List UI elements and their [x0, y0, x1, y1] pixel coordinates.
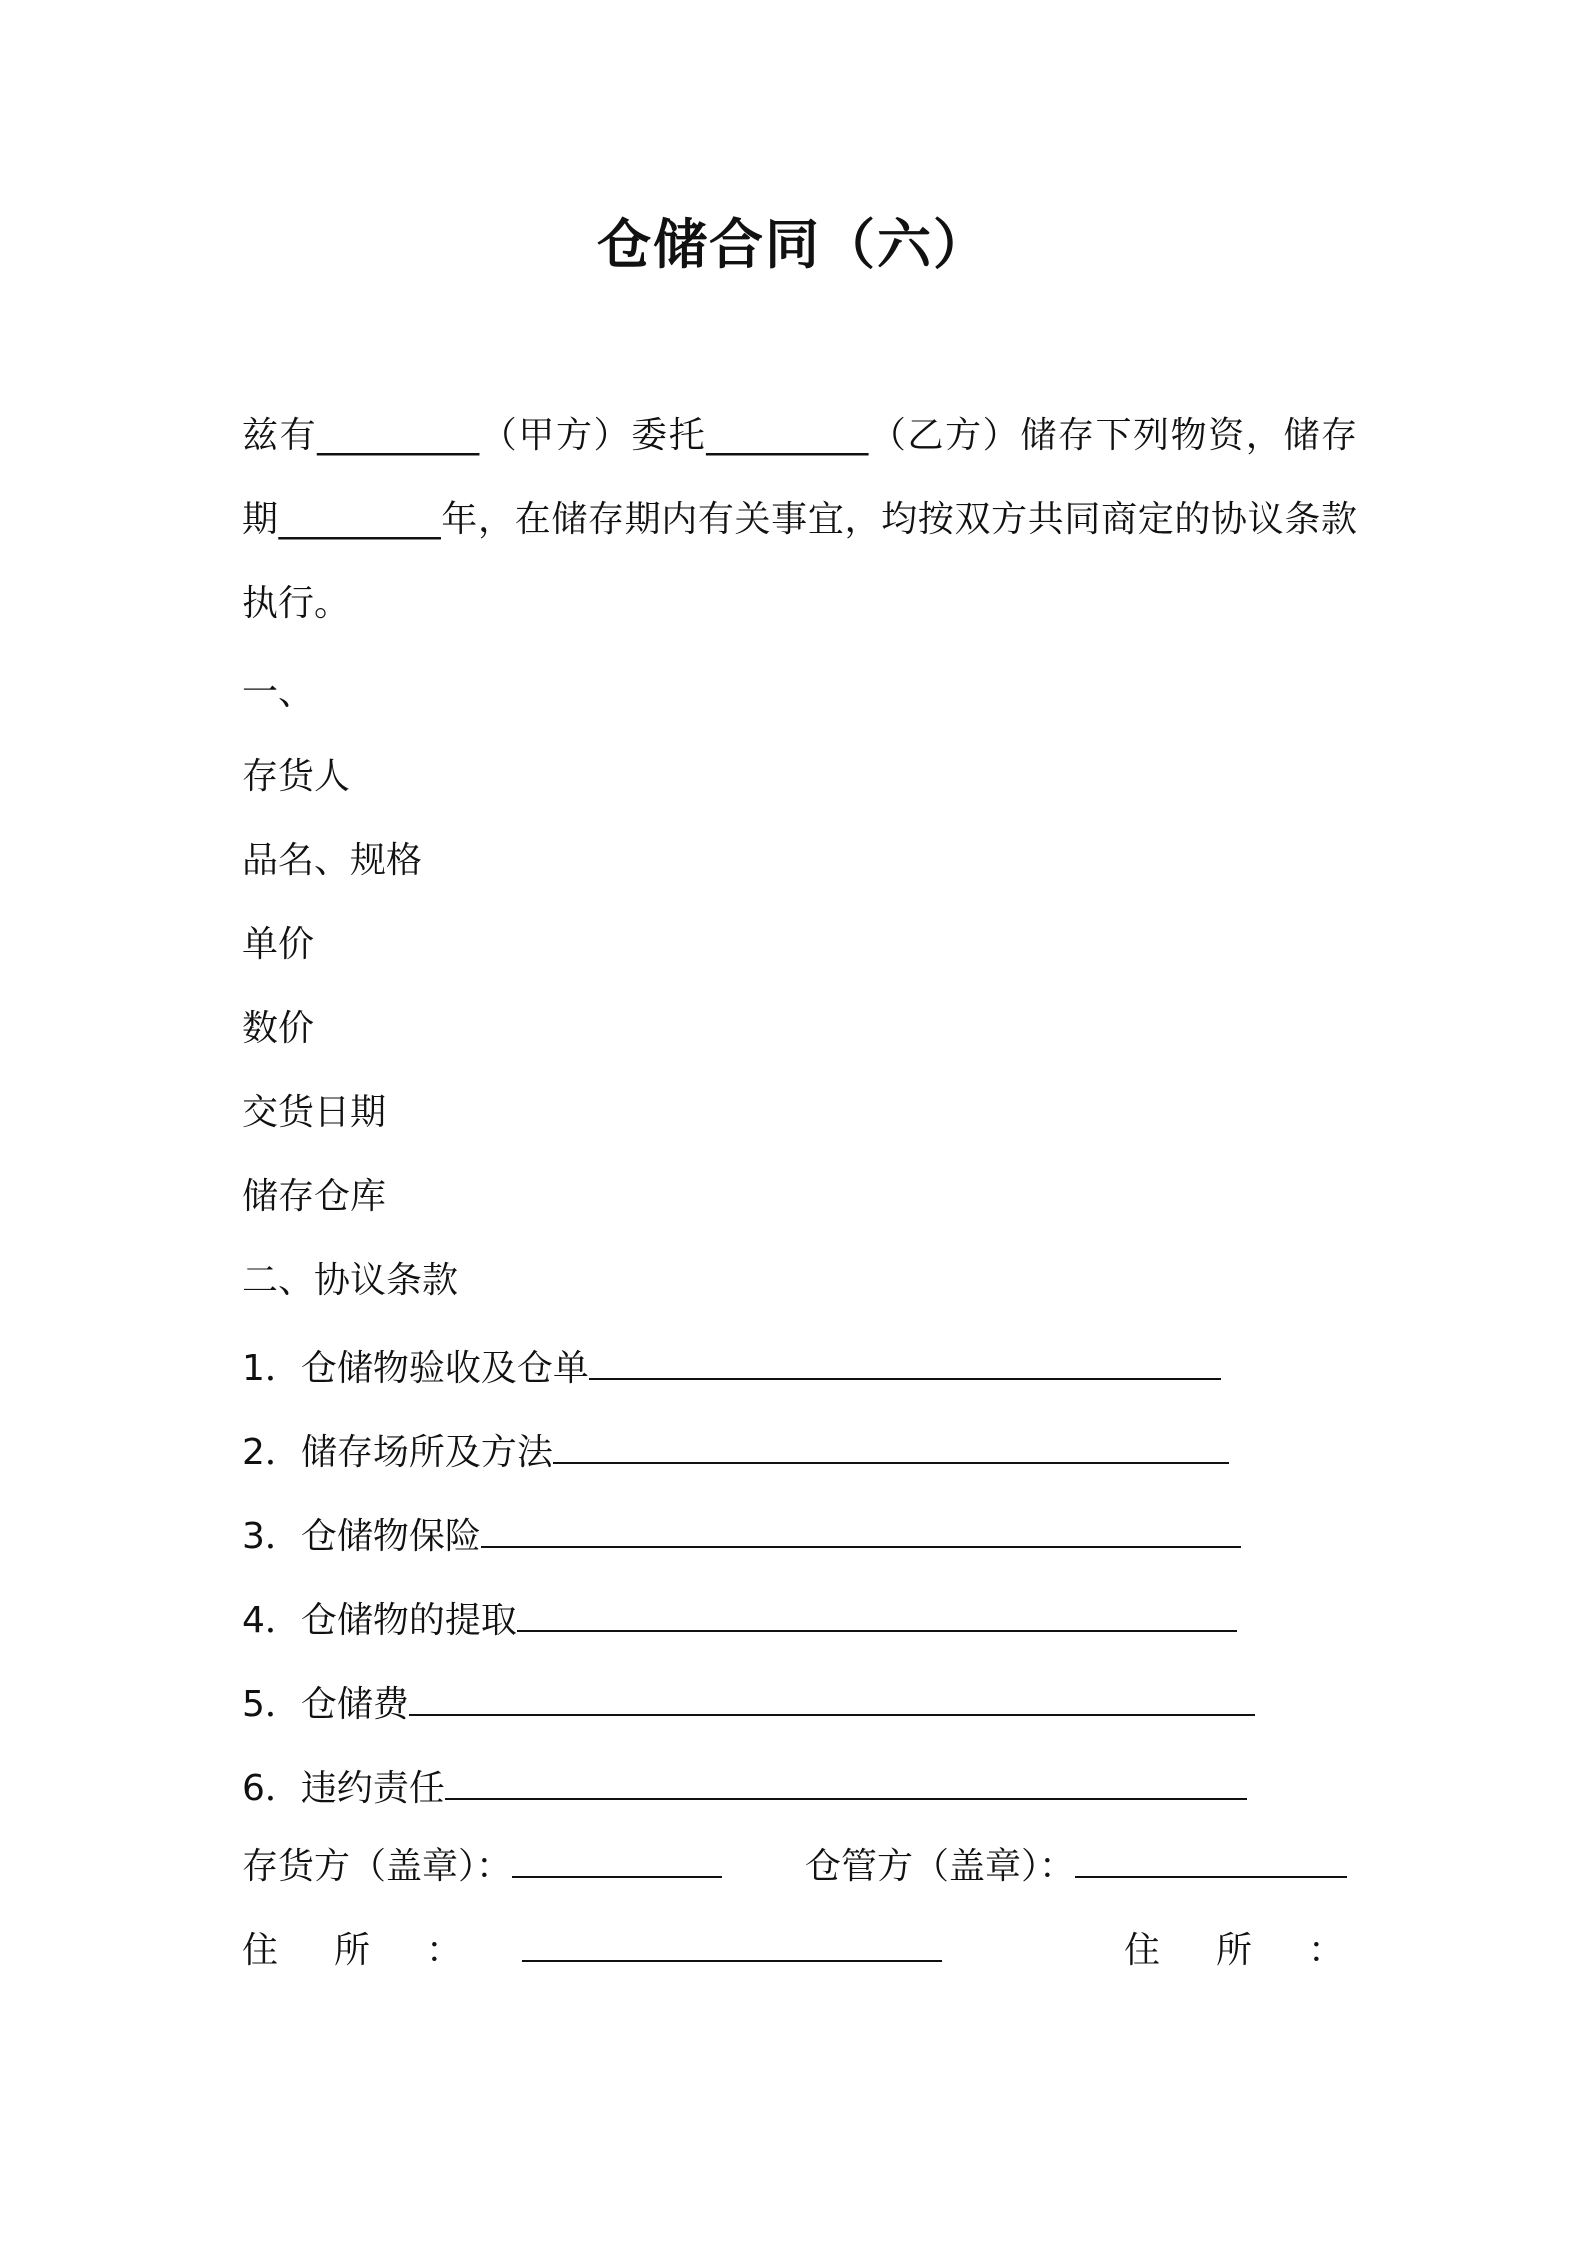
field-quantity-price: 数价 — [242, 1008, 315, 1049]
clause-3-blank — [481, 1512, 1241, 1548]
clause-5-label: 5．仓储费 — [242, 1684, 409, 1725]
address-char-2: 所 — [334, 1930, 371, 1971]
address-char-1: 住 — [242, 1930, 279, 1971]
section-one-heading: 一、 — [242, 672, 315, 713]
clause-6-label: 6．违约责任 — [242, 1768, 445, 1809]
field-name-spec: 品名、规格 — [242, 840, 423, 881]
keeper-address-colon: ： — [1308, 1930, 1345, 1971]
clause-2 — [242, 1428, 1229, 1478]
clause-3-label: 3．仓储物保险 — [242, 1516, 481, 1557]
depositor-seal-label: 存货方（盖章）： — [242, 1846, 513, 1887]
clause-4-blank — [517, 1596, 1237, 1632]
clause-6-blank — [445, 1764, 1247, 1800]
depositor-address-blank — [522, 1926, 942, 1962]
keeper-seal-blank — [1075, 1842, 1347, 1878]
clause-1 — [242, 1344, 1221, 1394]
keeper-address-char-2: 所 — [1216, 1930, 1253, 1971]
field-delivery-date: 交货日期 — [242, 1092, 387, 1133]
clause-4-label: 4．仓储物的提取 — [242, 1600, 517, 1641]
document-title: 仓储合同（六） — [597, 213, 989, 276]
signature-keeper — [805, 1842, 1347, 1892]
clause-3 — [242, 1512, 1241, 1562]
clause-4 — [242, 1596, 1237, 1646]
clause-1-blank — [589, 1344, 1221, 1380]
field-warehouse: 储存仓库 — [242, 1176, 387, 1217]
depositor-address — [242, 1926, 942, 1976]
field-depositor: 存货人 — [242, 756, 351, 797]
field-unit-price: 单价 — [242, 924, 315, 965]
clause-5 — [242, 1680, 1255, 1730]
signature-depositor — [242, 1842, 722, 1892]
address-colon: ： — [426, 1930, 463, 1971]
keeper-seal-label: 仓管方（盖章）： — [805, 1846, 1076, 1887]
clause-2-blank — [553, 1428, 1229, 1464]
depositor-seal-blank — [512, 1842, 722, 1878]
keeper-address — [1124, 1926, 1344, 1976]
keeper-address-char-1: 住 — [1124, 1930, 1161, 1971]
clause-5-blank — [409, 1680, 1255, 1716]
section-two-heading: 二、协议条款 — [242, 1260, 459, 1301]
intro-paragraph: 兹有_________（甲方）委托_________（乙方）储存下列物资，储存期_________年，在储存期内有关事宜，均按双方共同商定的协议条款执行。 — [242, 415, 1357, 624]
clause-2-label: 2．储存场所及方法 — [242, 1432, 553, 1473]
clause-1-label: 1．仓储物验收及仓单 — [242, 1348, 589, 1389]
clause-6 — [242, 1764, 1247, 1814]
